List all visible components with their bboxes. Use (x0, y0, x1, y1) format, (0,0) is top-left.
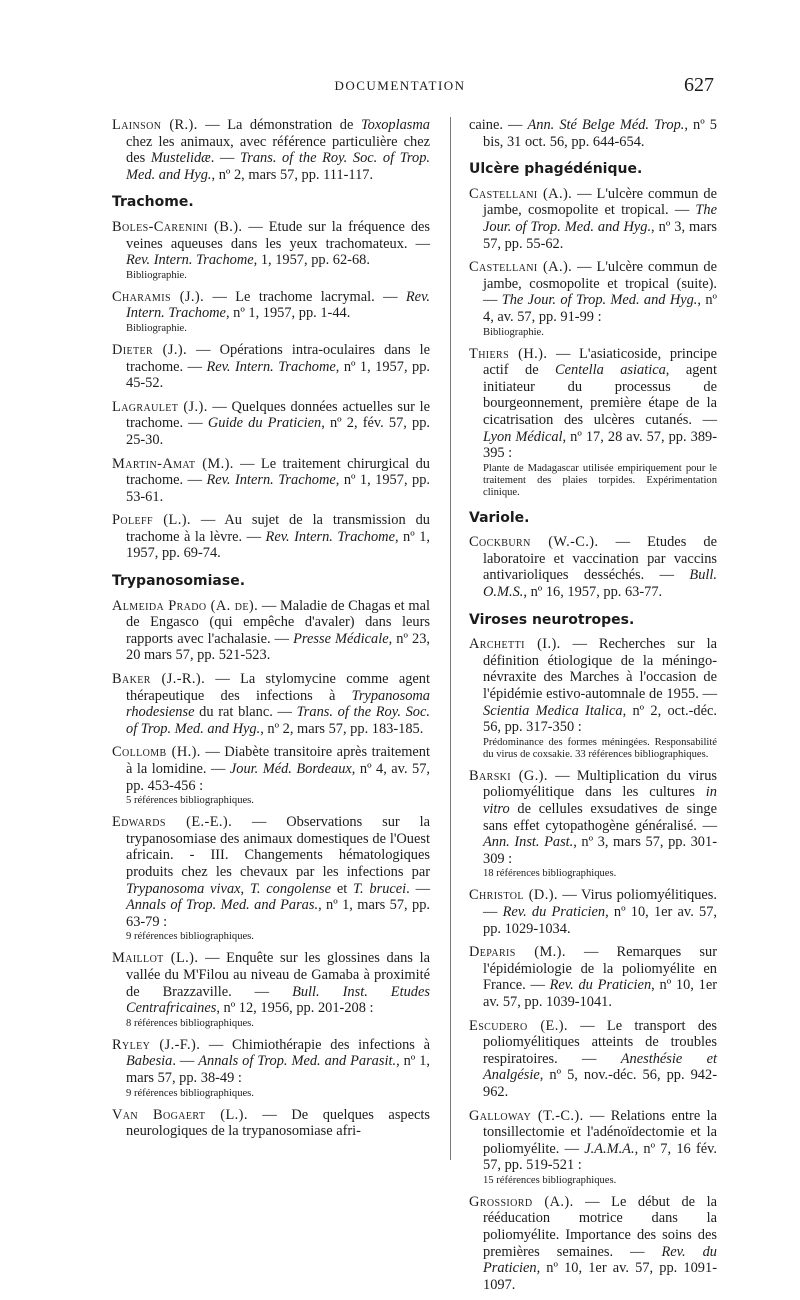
entry-citation: The Jour. of Trop. Med. and Hyg. (483, 202, 717, 235)
entry-text: , nº 10, 1er av. 57, pp. 1029-1034. (483, 903, 717, 937)
entry-text: — Au sujet de la transmission du trachome à la lèvre. — (126, 512, 430, 545)
section-heading: Viroses neurotropes. (469, 611, 635, 628)
bibliography-entry (112, 1037, 430, 1100)
entry-citation: Presse Médicale (293, 630, 389, 647)
entry-citation: Bull. O.M.S. (483, 567, 717, 601)
entry-text: , nº 5, nov.-déc. 56, pp. 942-962. (483, 1067, 717, 1100)
entry-citation: Rev. Intern. Trachome (126, 252, 254, 269)
entry-text: caine. — (469, 117, 528, 133)
bibliography-entry (469, 186, 717, 252)
entry-note: Prédominance des formes méningées. Responsabilité du virus de coxsakie. 33 références bibliographiques. (483, 736, 717, 760)
bibliography-entry (469, 636, 717, 761)
entry-author: Maillot (L.). (112, 950, 199, 967)
entry-text: — Quelques données actuelles sur le trachome. — (126, 398, 430, 432)
entry-citation: The Jour. of Trop. Med. and Hyg. (501, 292, 698, 309)
entry-author: Edwards (E.-E.). (112, 814, 233, 831)
entry-text: — La démonstration de (197, 117, 361, 133)
entry-text: , nº 3, mars 57, pp. 301-309 : (483, 834, 717, 867)
bibliography-entry (112, 512, 430, 562)
entry-text: , nº 7, 16 fév. 57, pp. 519-521 : (483, 1140, 717, 1174)
entry-citation: Rev. du Praticien (549, 977, 652, 994)
right-column (469, 117, 717, 1300)
bibliography-entry (469, 887, 717, 937)
entry-author: Archetti (I.). (469, 636, 561, 653)
entry-author: Barski (G.). (469, 767, 548, 784)
bibliography-entry (112, 744, 430, 807)
entry-author: Cockburn (W.-C.). (469, 534, 599, 551)
entry-text: , nº 23, 20 mars 57, pp. 521-523. (126, 630, 430, 664)
entry-text: , nº 4, av. 57, pp. 453-456 : (126, 761, 431, 794)
bibliography-entry (112, 598, 430, 664)
entry-text: , nº 1, 1957, pp. 69-74. (126, 528, 431, 562)
page-number: 627 (684, 74, 714, 96)
entry-text: — Virus poliomyélitiques. — (483, 887, 717, 920)
entry-citation: Centella asiatica (555, 362, 666, 379)
entry-text: — L'ulcère commun de jambe, cosmopolite et tropical. — (483, 185, 717, 219)
bibliography-entry (112, 1107, 430, 1140)
section-heading: Trypanosomiase. (112, 573, 246, 590)
entry-citation: T. brucei (353, 880, 407, 897)
entry-text: , 1, 1957, pp. 62-68. (253, 252, 370, 269)
entry-citation: Bull. Inst. Etudes Centrafricaines (126, 983, 430, 1017)
entry-citation: Scientia Medica Italica (483, 702, 623, 719)
entry-note: Bibliographie. (483, 326, 544, 338)
entry-text: — Maladie de Chagas et mal de Engasco (qui empêche d'avaler) dans leurs rapports avec l'achalasie. — (126, 597, 430, 647)
entry-text: — La stylomycine comme agent thérapeutique des infections à (126, 671, 431, 704)
entry-citation: Jour. Méd. Bordeaux (229, 761, 352, 777)
entry-text: — Le traitement chirurgical du trachome. — (126, 455, 430, 489)
entry-text: , nº 12, 1956, pp. 201-208 : (216, 1000, 374, 1017)
bibliography-entry (112, 117, 430, 183)
entry-text: — Diabète transitoire après traitement à la lomidine. — (126, 744, 430, 777)
entry-text: , nº 16, 1957, pp. 63-77. (523, 584, 663, 601)
entry-text: , nº 2, fév. 57, pp. 25-30. (126, 415, 430, 448)
entry-citation: Trans. of the Roy. Soc. of Trop. Med. and Hyg. (126, 150, 430, 183)
entry-text: — Le transport des poliomyélitiques atteints de troubles respiratoires. — (483, 1017, 718, 1067)
entry-text: , nº 1, mars 57, pp. 38-49 : (126, 1053, 430, 1086)
entry-text: , nº 1, 1957, pp. 1-44. (225, 305, 351, 322)
entry-citation: Anesthésie et Analgésie (483, 1050, 717, 1084)
section-heading: Variole. (469, 509, 530, 526)
entry-author: Collomb (H.). (112, 744, 201, 761)
entry-author: Charamis (J.). (112, 288, 205, 305)
entry-author: Lainson (R.). (112, 117, 198, 133)
bibliography-entry (112, 814, 430, 943)
entry-author: Boles-Carenini (B.). (112, 218, 243, 235)
entry-text: , nº 2, oct.-déc. 56, pp. 317-350 : (483, 702, 717, 736)
entry-text: — Etude sur la fréquence des veines aqueuses dans les yeux trachomateux. — (126, 218, 430, 252)
entry-note: 9 références bibliographiques. (126, 1087, 254, 1099)
entry-text: , nº 10, 1er av. 57, pp. 1091-1097. (483, 1260, 717, 1293)
entry-text: . — (210, 150, 241, 167)
entry-text: du rat blanc. — (194, 704, 297, 721)
bibliography-entry (112, 671, 430, 737)
entry-text: — Relations entre la tonsillectomie et l'adénoïdectomie et la poliomyélite. — (483, 1107, 717, 1157)
entry-author: Poleff (L.). (112, 512, 191, 529)
entry-citation: Ann. Sté Belge Méd. Trop. (527, 117, 685, 133)
entry-author: Christol (D.). (469, 887, 558, 904)
entry-text: , nº 17, 28 av. 57, pp. 389-395 : (483, 428, 717, 462)
bibliography-entry (112, 219, 430, 282)
entry-text: chez les animaux, avec référence particulière chez des (126, 133, 430, 167)
entry-citation: Rev. Intern. Trachome (126, 288, 430, 322)
bibliography-entry (469, 117, 717, 150)
entry-text: . — (406, 880, 430, 897)
entry-text: . — (172, 1053, 199, 1070)
entry-citation: Mustelidæ (150, 150, 211, 167)
entry-author: Martin-Amat (M.). (112, 455, 234, 472)
entry-text: , agent initiateur du processus de bourgeonnement, première étape de la cicatrisation des ulcères cutanés. — (483, 362, 717, 428)
bibliography-entry (112, 950, 430, 1029)
entry-text: — L'ulcère commun de jambe, cosmopolite et tropical (suite). — (483, 259, 717, 309)
bibliography-entry (469, 534, 717, 600)
column-divider (450, 117, 451, 1160)
entry-citation: Trypanosoma rhodesiense (126, 687, 430, 721)
bibliography-entry (112, 456, 430, 506)
entry-author: Almeida Prado (A. de). (112, 597, 259, 614)
entry-author: Grossiord (A.). (469, 1193, 574, 1210)
entry-citation: Trans. of the Roy. Soc. of Trop. Med. and Hyg. (126, 704, 430, 737)
entry-note: Plante de Madagascar utilisée empiriquement pour le traitement des plaies torpides. Expérimentation clinique. (483, 462, 717, 498)
bibliography-entry (112, 399, 430, 449)
entry-text: — Remarques sur l'épidémiologie de la poliomyélite en France. — (483, 944, 717, 994)
entry-text: — L'asiaticoside, principe actif de (483, 345, 717, 379)
entry-note: 8 références bibliographiques. (126, 1017, 254, 1029)
entry-citation: Guide du Praticien (207, 415, 322, 432)
bibliography-entry (469, 1018, 717, 1101)
entry-author: Ryley (J.-F.). (112, 1036, 201, 1053)
entry-citation: Rev. Intern. Trachome (206, 472, 336, 489)
entry-text: , nº 1, mars 57, pp. 63-79 : (126, 897, 430, 930)
entry-author: Thiers (H.). (469, 345, 548, 362)
entry-text: , nº 2, mars 57, pp. 183-185. (260, 720, 424, 737)
entry-citation: Trypanosoma vivax, T. congolense (126, 880, 332, 897)
section-heading: Trachome. (112, 194, 194, 211)
entry-author: Escudero (E.). (469, 1017, 568, 1034)
entry-citation: Annals of Trop. Med. and Parasit. (198, 1053, 397, 1070)
entry-author: Lagraulet (J.). (112, 398, 208, 415)
entry-text: — Le début de la rééducation motrice dans la poliomyélite. Importance des soins des premières semaines. — (483, 1193, 718, 1260)
entry-note: Bibliographie. (126, 322, 187, 334)
entry-author: Galloway (T.-C.). (469, 1107, 584, 1124)
entry-author: Van Bogaert (L.). (112, 1106, 248, 1123)
entry-citation: in vitro (483, 784, 717, 817)
running-head: DOCUMENTATION (334, 78, 466, 93)
entry-note: 5 références bibliographiques. (126, 795, 254, 807)
entry-text: — Opérations intra-oculaires dans le trachome. — (126, 341, 430, 375)
entry-citation: J.A.M.A. (584, 1140, 635, 1157)
entry-citation: Annals of Trop. Med. and Paras. (126, 897, 319, 914)
page-header (0, 76, 800, 100)
left-column (112, 117, 430, 1147)
entry-text: — Chimiothérapie des infections à (200, 1036, 431, 1053)
entry-text: , nº 2, mars 57, pp. 111-117. (211, 166, 374, 183)
entry-citation: Ann. Inst. Past. (483, 834, 574, 851)
bibliography-entry (112, 289, 430, 335)
bibliography-entry (469, 259, 717, 338)
entry-text: — De quelques aspects neurologiques de la trypanosomiase afri- (126, 1106, 430, 1140)
entry-text: — Multiplication du virus poliomyélitique dans les cultures (483, 767, 717, 801)
entry-citation: Rev. Intern. Trachome (206, 358, 336, 375)
entry-text: — Enquête sur les glossines dans la vallée du M'Filou au niveau de Gamaba à proximité de Brazzaville. — (126, 950, 430, 1000)
entry-author: Dieter (J.). (112, 341, 188, 358)
entry-text: et (331, 880, 354, 897)
bibliography-entry (112, 342, 430, 392)
entry-text: , nº 3, mars 57, pp. 55-62. (483, 218, 717, 252)
entry-citation: Babesia (126, 1053, 173, 1070)
entry-citation: Rev. du Praticien (483, 1243, 717, 1277)
bibliography-entry (469, 1194, 717, 1294)
entry-text: , nº 1, 1957, pp. 45-52. (126, 358, 430, 392)
entry-note: 18 références bibliographiques. (483, 868, 617, 880)
bibliography-entry (469, 768, 717, 881)
entry-citation: Rev. du Praticien (502, 903, 606, 920)
bibliography-entry (469, 944, 717, 1010)
entry-text: — Recherches sur la définition étiologique de la méningo-névraxite des Marches à l'occasion de l'épidémie estivo-automnale de 1955. — (483, 636, 717, 703)
bibliography-entry (469, 346, 717, 499)
entry-author: Deparis (M.). (469, 944, 566, 961)
entry-citation: Lyon Médical (483, 428, 563, 445)
entry-text: — Observations sur la trypanosomiase des animaux domestiques de l'Ouest africain. - III. Changements hématologiques produits chez les chevaux par les infections par (126, 814, 430, 880)
entry-text: — Etudes de laboratoire et vaccination par vaccins antivarioliques desséchés. — (483, 534, 718, 584)
entry-note: Bibliographie. (126, 269, 187, 281)
entry-author: Baker (J.-R.). (112, 671, 206, 688)
entry-citation: Rev. Intern. Trachome (265, 528, 395, 545)
entry-author: Castellani (A.). (469, 259, 573, 276)
entry-citation: Toxoplasma (360, 117, 430, 133)
entry-text: , nº 1, 1957, pp. 53-61. (126, 472, 430, 505)
section-heading: Ulcère phagédénique. (469, 161, 643, 178)
entry-text: , nº 10, 1er av. 57, pp. 1039-1041. (483, 977, 717, 1010)
bibliography-entry (469, 1108, 717, 1187)
entry-note: 15 références bibliographiques. (483, 1174, 617, 1186)
entry-author: Castellani (A.). (469, 185, 573, 202)
entry-text: , nº 4, av. 57, pp. 91-99 : (483, 292, 717, 325)
entry-text: de cellules exsudatives de singe sans effet cytopathogène généralisé. — (483, 801, 717, 834)
entry-text: — Le trachome lacrymal. — (204, 288, 406, 305)
entry-note: 9 références bibliographiques. (126, 931, 254, 943)
entry-text: , nº 5 bis, 31 oct. 56, pp. 644-654. (483, 117, 717, 150)
